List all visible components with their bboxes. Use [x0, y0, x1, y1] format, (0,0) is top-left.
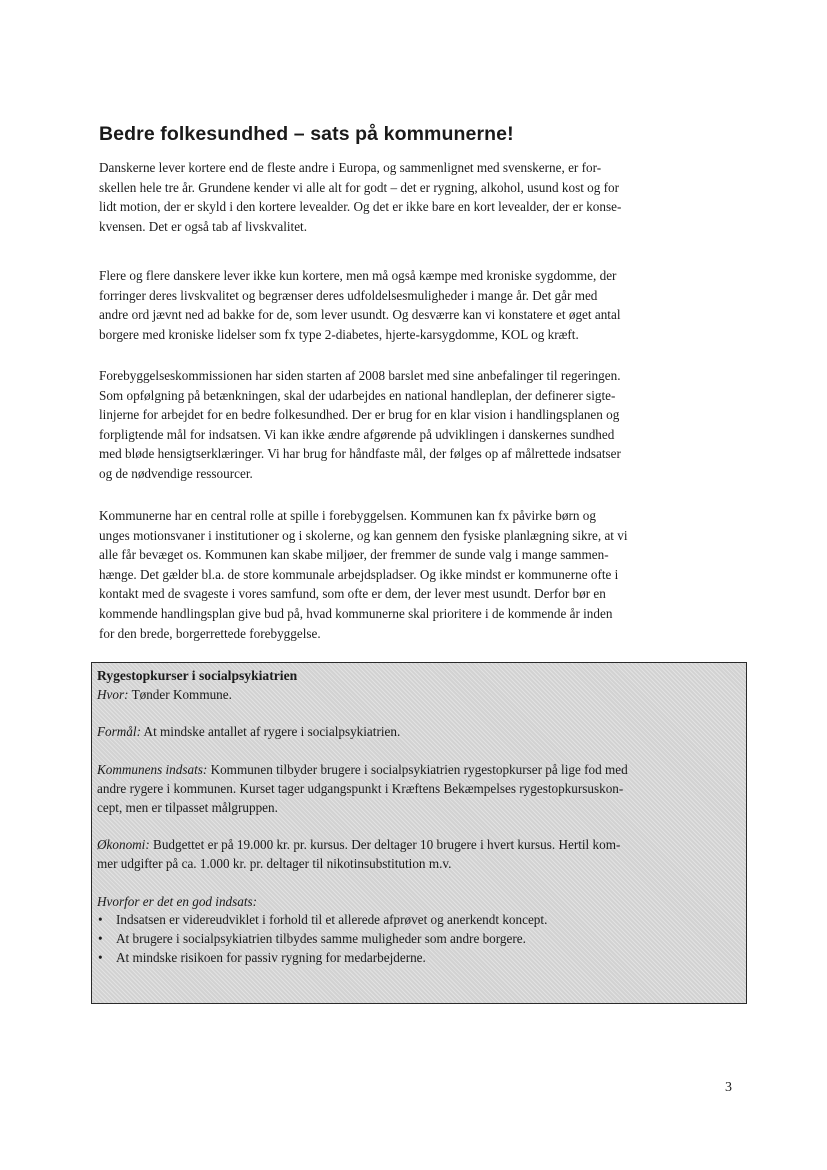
paragraph-line: hænge. Det gælder bl.a. de store kommunale arbejdspladser. Og ikke mindst er kommunerne ofte i	[99, 566, 619, 582]
paragraph-line: Som opfølgning på betænkningen, skal der udarbejdes en national handleplan, der definerer sigte-	[99, 387, 616, 403]
paragraph-line: lidt motion, der er skyld i den kortere levealder. Og det er ikke bare en kort levealder, der er konse-	[99, 199, 622, 215]
effort-line: andre rygere i kommunen. Kurset tager udgangspunkt i Kræftens Bekæmpelses rygestopkursuskon-	[97, 780, 624, 796]
why-list	[97, 911, 737, 967]
effort-line	[97, 761, 737, 780]
effort-label: Kommunens indsats:	[97, 761, 208, 777]
bullet-icon: •	[98, 912, 103, 928]
bullet-icon: •	[98, 949, 103, 965]
case-box-title: Rygestopkurser i socialpsykiatrien	[97, 668, 298, 683]
spacer	[97, 705, 737, 724]
economy-value: Budgettet er på 19.000 kr. pr. kursus. Der deltager 10 brugere i hvert kursus. Hertil kom-	[153, 837, 621, 853]
list-item-text: Indsatsen er videreudviklet i forhold til et allerede afprøvet og anerkendt koncept.	[116, 912, 548, 928]
spacer	[97, 817, 737, 836]
page-title: Bedre folkesundhed – sats på kommunerne!	[99, 123, 514, 145]
effort-line: cept, men er tilpasset målgruppen.	[97, 799, 278, 815]
spacer	[97, 742, 737, 761]
paragraph-line: linjerne for arbejdet for en bedre folkesundhed. Der er brug for en klar vision i handlingsplanen og	[99, 407, 620, 423]
paragraph-line: for den brede, borgerrettede forebyggelse.	[99, 625, 321, 641]
list-item-text: At brugere i socialpsykiatrien tilbydes samme muligheder som andre borgere.	[116, 931, 526, 947]
why-label: Hvorfor er det en god indsats:	[97, 893, 258, 909]
paragraph-line: Flere og flere danskere lever ikke kun kortere, men må også kæmpe med kroniske sygdomme, der	[99, 268, 617, 283]
bullet-icon: •	[98, 931, 103, 947]
paragraph-line: alle får bevæget os. Kommunen kan skabe miljøer, der fremmer de sunde valg i mange sammen-	[99, 547, 609, 563]
paragraph-line: Danskerne lever kortere end de fleste andre i Europa, og sammenlignet med svenskerne, er for-	[99, 160, 602, 175]
paragraph-line: borgere med kroniske lidelser som fx type 2-diabetes, hjerte-karsygdomme, KOL og kræft.	[99, 326, 579, 342]
paragraph-line: og de nødvendige ressourcer.	[99, 465, 253, 481]
purpose-label: Formål:	[97, 724, 141, 740]
spacer	[97, 874, 737, 893]
paragraph-line: kontakt med de svageste i vores samfund, som ofte er dem, der lever mest usundt. Derfor bør en	[99, 586, 606, 602]
paragraph-line: Kommunerne har en central rolle at spille i forebyggelsen. Kommunen kan fx påvirke børn og	[99, 508, 596, 523]
paragraph-line: andre ord jævnt ned ad bakke for de, som lever usundt. Og desværre kan vi konstatere et øget antal	[99, 307, 621, 323]
economy-label: Økonomi:	[97, 837, 150, 853]
case-box-content	[97, 667, 737, 968]
list-item	[97, 930, 737, 949]
location-label: Hvor:	[97, 686, 129, 702]
page-number: 3	[725, 1080, 732, 1095]
paragraph-1	[99, 158, 739, 236]
paragraph-line: unges motionsvaner i institutioner og i skolerne, og kan gennem den fysiske planlægning sikre, at vi	[99, 527, 628, 543]
paragraph-3	[99, 366, 739, 484]
economy-line	[97, 836, 737, 855]
paragraph-2	[99, 266, 739, 344]
paragraph-4	[99, 506, 739, 643]
purpose-value: At mindske antallet af rygere i socialpsykiatrien.	[143, 724, 401, 740]
paragraph-line: kvensen. Det er også tab af livskvalitet.	[99, 218, 308, 234]
case-box	[91, 662, 747, 1004]
list-item-text: At mindske risikoen for passiv rygning for medarbejderne.	[116, 949, 426, 965]
paragraph-line: forringer deres livskvalitet og begrænser deres udfoldelsesmuligheder i mange år. Det går med	[99, 287, 598, 303]
list-item	[97, 949, 737, 968]
location-line	[97, 686, 737, 705]
paragraph-line: med bløde hensigtserklæringer. Vi har brug for håndfaste mål, der følges op af målrettede indsatser	[99, 446, 621, 462]
location-value: Tønder Kommune.	[131, 686, 232, 702]
list-item	[97, 911, 737, 930]
purpose-line	[97, 723, 737, 742]
paragraph-line: skellen hele tre år. Grundene kender vi alle alt for godt – det er rygning, alkohol, usund kost og for	[99, 179, 620, 195]
economy-line: mer udgifter på ca. 1.000 kr. pr. deltager til nikotinsubstitution m.v.	[97, 855, 452, 871]
paragraph-line: kommende handlingsplan give bud på, hvad kommunerne skal prioritere i de kommende år inden	[99, 605, 613, 621]
paragraph-line: forpligtende mål for indsatsen. Vi kan ikke ændre afgørende på udviklingen i danskernes sundhed	[99, 426, 615, 442]
effort-value: Kommunen tilbyder brugere i socialpsykiatrien rygestopkurser på lige fod med	[210, 761, 628, 777]
paragraph-line: Forebyggelseskommissionen har siden starten af 2008 barslet med sine anbefalinger til regeringen.	[99, 368, 621, 383]
